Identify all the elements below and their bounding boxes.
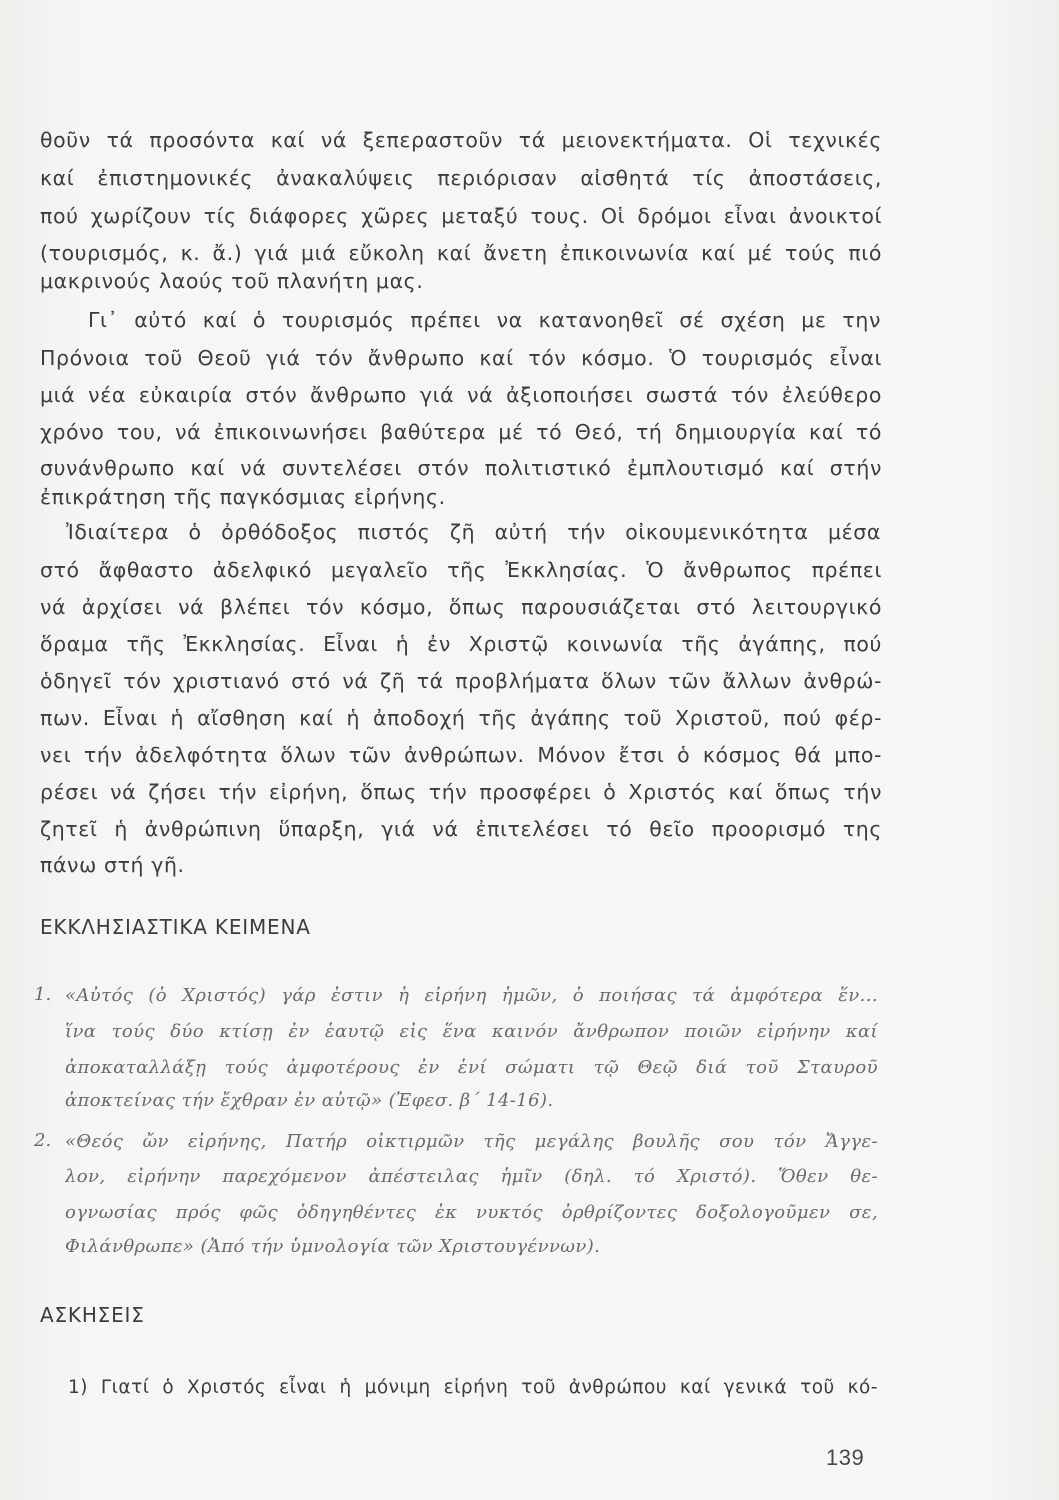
body-line: καί ἐπιστημονικές ἀνακαλύψεις περιόρισαν αἰσθητά τίς ἀποστάσεις, [40,166,882,190]
body-line: ἐπικράτηση τῆς παγκόσμιας εἰρήνης. [40,485,446,509]
body-line: χρόνο του, νά ἐπικοινωνήσει βαθύτερα μέ τό Θεό, τή δημιουργία καί τό [40,420,882,444]
quote-line: ἀποκτείνας τήν ἔχθραν ἐν αὐτῷ» (Ἐφεσ. β´ 14-16). [65,1090,554,1111]
quote-number: 1. [34,984,52,1005]
body-line: Πρόνοια τοῦ Θεοῦ γιά τόν ἄνθρωπο καί τόν κόσμο. Ὁ τουρισμός εἶναι [40,346,882,370]
quote-line: ογνωσίας πρός φῶς ὁδηγηθέντες ἐκ νυκτός ὀρθρίζοντες δοξολογοῦμεν σε, [65,1202,878,1223]
body-line: (τουρισμός, κ. ἄ.) γιά μιά εὔκολη καί ἄνετη ἐπικοινωνία καί μέ τούς πιό [40,241,882,265]
quote-line: «Αὐτός (ὁ Χριστός) γάρ ἐστιν ἡ εἰρήνη ἡμῶν, ὁ ποιήσας τά ἀμφότερα ἕν... [65,985,878,1006]
body-line: ὁδηγεῖ τόν χριστιανό στό νά ζῆ τά προβλήματα ὅλων τῶν ἄλλων ἀνθρώ- [40,669,882,693]
body-line: ζητεῖ ἡ ἀνθρώπινη ὕπαρξη, γιά νά ἐπιτελέσει τό θεῖο προορισμό της [40,817,882,841]
body-line: Ἰδιαίτερα ὁ ὀρθόδοξος πιστός ζῆ αὐτή τήν οἰκουμενικότητα μέσα [66,520,881,544]
body-line: πων. Εἶναι ἡ αἴσθηση καί ἡ ἀποδοχή τῆς ἀγάπης τοῦ Χριστοῦ, πού φέρ- [40,706,882,730]
body-line: ὅραμα τῆς Ἐκκλησίας. Εἶναι ἡ ἐν Χριστῷ κοινωνία τῆς ἀγάπης, πού [40,632,882,656]
body-line: ρέσει νά ζήσει τήν εἰρήνη, ὅπως τήν προσφέρει ὁ Χριστός καί ὅπως τήν [40,780,882,804]
body-line: συνάνθρωπο καί νά συντελέσει στόν πολιτιστικό ἐμπλουτισμό καί στήν [40,456,882,480]
body-line: μακρινούς λαούς τοῦ πλανήτη μας. [40,269,424,293]
exercise-item: 1) Γιατί ὁ Χριστός εἶναι ἡ μόνιμη εἰρήνη τοῦ ἀνθρώπου καί γενικά τοῦ κό- [68,1377,878,1398]
body-line: στό ἄφθαστο ἀδελφικό μεγαλεῖο τῆς Ἐκκλησίας. Ὁ ἄνθρωπος πρέπει [40,558,882,582]
body-line: Γι᾽ αὐτό καί ὁ τουρισμός πρέπει να κατανοηθεῖ σέ σχέση με την [88,308,881,332]
body-line: νει τήν ἀδελφότητα ὅλων τῶν ἀνθρώπων. Μόνον ἔτσι ὁ κόσμος θά μπο- [40,743,882,767]
quote-line: «Θεός ὤν εἰρήνης, Πατήρ οἰκτιρμῶν τῆς μεγάλης βουλῆς σου τόν Ἄγγε- [65,1131,878,1152]
quote-line: ἀποκαταλλάξῃ τούς ἀμφοτέρους ἐν ἑνί σώματι τῷ Θεῷ διά τοῦ Σταυροῦ [65,1057,878,1078]
body-line: πάνω στή γῆ. [40,853,185,877]
body-line: νά ἀρχίσει νά βλέπει τόν κόσμο, ὅπως παρουσιάζεται στό λειτουργικό [40,595,882,619]
body-line: πού χωρίζουν τίς διάφορες χῶρες μεταξύ τους. Οἱ δρόμοι εἶναι ἀνοικτοί [40,204,882,228]
section-title-exercises: ΑΣΚΗΣΕΙΣ [40,1303,145,1327]
page-number: 139 [826,1445,865,1470]
quote-line: ἵνα τούς δύο κτίσῃ ἐν ἑαυτῷ εἰς ἕνα καινόν ἄνθρωπον ποιῶν εἰρήνην καί [65,1021,878,1042]
quote-line: Φιλάνθρωπε» (Ἀπό τήν ὑμνολογία τῶν Χριστουγέννων). [65,1236,601,1257]
body-line: μιά νέα εὐκαιρία στόν ἄνθρωπο γιά νά ἀξιοποιήσει σωστά τόν ἐλεύθερο [40,383,882,407]
quote-number: 2. [34,1130,52,1151]
body-line: θοῦν τά προσόντα καί νά ξεπεραστοῦν τά μειονεκτήματα. Οἱ τεχνικές [40,128,882,152]
section-title-church-texts: ΕΚΚΛΗΣΙΑΣΤΙΚΑ ΚΕΙΜΕΝΑ [40,915,311,939]
quote-line: λον, εἰρήνην παρεχόμενον ἀπέστειλας ἡμῖν (δηλ. τό Χριστό). Ὅθεν θε- [65,1166,878,1187]
